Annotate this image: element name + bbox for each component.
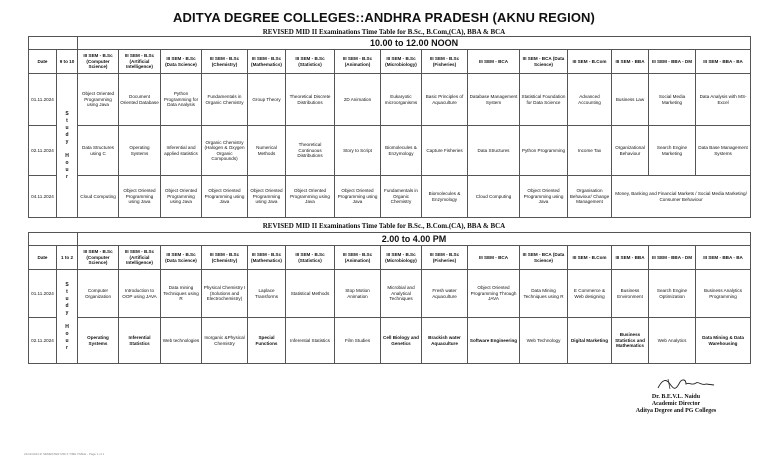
subject-cell: Story to Script: [335, 126, 381, 176]
column-header: III SEM - B.Sc (Computer Science): [78, 50, 119, 74]
signatory-name: Dr. B.E.V.L. Naidu: [651, 394, 701, 400]
subject-cell: Data Base Management Systems: [696, 126, 751, 176]
subject-cell: Search Engine Optimization: [649, 270, 696, 318]
column-header: III SEM - BCA (Data Science): [520, 50, 568, 74]
date-cell: 02.11.2024: [29, 126, 57, 176]
subject-cell: Fundamentals in Organic Chemistry: [381, 176, 422, 218]
column-header: III SEM - B.Sc (Statistics): [286, 50, 335, 74]
subject-cell: Fundamentals in Organic Chemistry: [202, 74, 248, 126]
subtitle-session2: REVISED MID II Examinations Time Table for B.Sc., B.Com.(CA), BBA & BCA: [262, 222, 506, 230]
column-header: III SEM - B.Sc (Data Science): [161, 50, 202, 74]
column-header: III SEM - B.Sc (Mathematics): [248, 50, 286, 74]
subject-cell: Web technologies: [161, 318, 202, 364]
column-header: III SEM - BCA: [468, 50, 520, 74]
subject-cell: Income Tax: [568, 126, 612, 176]
subject-cell: Group Theory: [248, 74, 286, 126]
subject-cell: Digital Marketing: [568, 318, 612, 364]
merged-subject-cell: Money, Banking and Financial Markets / Social Media Marketing/ Consumer Behaviour: [612, 176, 751, 218]
signatory-role: Academic Director: [651, 401, 701, 407]
subject-cell: Film Studies: [335, 318, 381, 364]
subject-cell: Document Oriented Database: [119, 74, 161, 126]
date-header: Date: [29, 50, 57, 74]
table-row: [29, 318, 751, 364]
subject-cell: Data Structures: [468, 126, 520, 176]
subject-cell: Laplace Transforms: [248, 270, 286, 318]
subject-cell: Statistical Foundation for Data Science: [520, 74, 568, 126]
subject-cell: Operating Systems: [119, 126, 161, 176]
column-header: III SEM - BBA - BA: [696, 246, 751, 270]
subject-cell: Physical Chemistry I (Solutions and Electrochemistry): [202, 270, 248, 318]
subject-cell: Numerical Methods: [248, 126, 286, 176]
column-header: III SEM - BBA: [612, 246, 649, 270]
subject-cell: Object Oriented Programming using Java: [119, 176, 161, 218]
subject-cell: Object Oriented Programming using Java: [161, 176, 202, 218]
subject-cell: Introduction to OOP using JAVA: [119, 270, 161, 318]
subject-cell: Biomolecules & Enzymology: [422, 176, 468, 218]
column-header: III SEM - B.Sc (Animation): [335, 246, 381, 270]
subject-cell: Data Mining Techniques using R: [520, 270, 568, 318]
study-hour-label: S t u d y H o u r: [57, 74, 78, 218]
study-hour-label: S t u d y H o u r: [57, 270, 78, 364]
time-band-morning: 10.00 to 12.00 NOON: [78, 37, 751, 50]
column-header: III SEM - B.Sc (Data Science): [161, 246, 202, 270]
subject-cell: Web Analytics: [649, 318, 696, 364]
subject-cell: Python Programming: [520, 126, 568, 176]
column-header: III SEM - BCA: [468, 246, 520, 270]
date-header: Date: [29, 246, 57, 270]
subject-cell: Business Law: [612, 74, 649, 126]
time-band-afternoon: 2.00 to 4.00 PM: [78, 233, 751, 246]
signature-image: [640, 376, 760, 392]
column-header: III SEM - B.Sc (Computer Science): [78, 246, 119, 270]
subject-cell: Business Environment: [612, 270, 649, 318]
column-header: III SEM - B.Sc (Chemistry): [202, 246, 248, 270]
subject-cell: Data Analysis with MS-Excel: [696, 74, 751, 126]
subject-cell: Python Programming for Data Analysis: [161, 74, 202, 126]
table-row: [29, 176, 751, 218]
column-header: III SEM - B.Com: [568, 246, 612, 270]
subject-cell: Object Oriented Programming using Java: [286, 176, 335, 218]
table-row: [29, 270, 751, 318]
subject-cell: Stop Motion Animation: [335, 270, 381, 318]
date-cell: 04.11.2024: [29, 176, 57, 218]
subject-cell: Object Oriented Programming using Java: [520, 176, 568, 218]
subject-cell: Object Oriented Programming Through JAVA: [468, 270, 520, 318]
subject-cell: Biomolecules & Enzymology: [381, 126, 422, 176]
date-cell: 01.11.2024: [29, 270, 57, 318]
subject-cell: Statistical Methods: [286, 270, 335, 318]
subject-cell: Object Oriented Programming using Java: [202, 176, 248, 218]
subject-cell: Business Analytics Programming: [696, 270, 751, 318]
subject-cell: Fresh water Aquaculture: [422, 270, 468, 318]
subject-cell: Eukaryotic microorganisms: [381, 74, 422, 126]
column-header: III SEM - B.Sc (Mathematics): [248, 246, 286, 270]
table-row: [29, 126, 751, 176]
blank-corner: [29, 233, 78, 246]
subject-cell: Computer Organization: [78, 270, 119, 318]
timetable-afternoon: [28, 232, 751, 364]
subject-cell: Theoretical Continuous Distributions: [286, 126, 335, 176]
subject-cell: Inferential Statistics: [119, 318, 161, 364]
subject-cell: Basic Principles of Aquaculture: [422, 74, 468, 126]
column-header: III SEM - B.Sc (Artificial Intelligence): [119, 246, 161, 270]
subject-cell: Cloud Computing: [78, 176, 119, 218]
subject-cell: Business Statistics and Mathematics: [612, 318, 649, 364]
subject-cell: Theoretical Discrete Distributions: [286, 74, 335, 126]
column-header: III SEM - BBA - BA: [696, 50, 751, 74]
page-title: ADITYA DEGREE COLLEGES::ANDHRA PRADESH (AKNU REGION): [173, 10, 595, 25]
blank-corner: [29, 37, 78, 50]
subject-cell: Cloud Computing: [468, 176, 520, 218]
subject-cell: Organic Chemistry (Halogen & Oxygen Organic Compounds): [202, 126, 248, 176]
subject-cell: Operating Systems: [78, 318, 119, 364]
period-header: 1 to 2: [57, 246, 78, 270]
subject-cell: Social Media Marketing: [649, 74, 696, 126]
subject-cell: Special Functions: [248, 318, 286, 364]
subject-cell: Inferential and applied statistics: [161, 126, 202, 176]
column-header: III SEM - B.Sc (Fisheries): [422, 50, 468, 74]
subject-cell: Brackish water Aquaculture: [422, 318, 468, 364]
column-header: III SEM - BBA: [612, 50, 649, 74]
subject-cell: Object Oriented Programming using Java: [335, 176, 381, 218]
subject-cell: Data mining Techniques using R: [161, 270, 202, 318]
table-row: [29, 74, 751, 126]
period-header: 9 to 10: [57, 50, 78, 74]
subject-cell: E Commerce & Web designing: [568, 270, 612, 318]
subject-cell: Database Management System: [468, 74, 520, 126]
column-header: III SEM - B.Sc (Fisheries): [422, 246, 468, 270]
date-cell: 02.11.2024: [29, 318, 57, 364]
subject-cell: Cell Biology and Genetics: [381, 318, 422, 364]
subject-cell: Data Mining & Data Warehousing: [696, 318, 751, 364]
subject-cell: Search Engine Marketing: [649, 126, 696, 176]
subject-cell: Capture Fisheries: [422, 126, 468, 176]
column-header: III SEM - B.Sc (Microbiology): [381, 50, 422, 74]
subject-cell: Inorganic &Physical Chemistry: [202, 318, 248, 364]
column-header: III SEM - B.Sc (Microbiology): [381, 246, 422, 270]
timetable-morning: [28, 36, 751, 218]
column-header: III SEM - B.Sc (Chemistry): [202, 50, 248, 74]
subject-cell: Organizational Behaviour: [612, 126, 649, 176]
column-header: III SEM - B.Com: [568, 50, 612, 74]
subtitle-session1: REVISED MID II Examinations Time Table for B.Sc., B.Com,(CA), BBA & BCA: [262, 28, 506, 36]
column-header: III SEM - B.Sc (Statistics): [286, 246, 335, 270]
subject-cell: Object Oriented Programming using Java: [78, 74, 119, 126]
subject-cell: Microbial and Analytical Techniques: [381, 270, 422, 318]
date-cell: 01.11.2024: [29, 74, 57, 126]
subject-cell: Web Technology: [520, 318, 568, 364]
subject-cell: 2D Animation: [335, 74, 381, 126]
subject-cell: Object Oriented Programming using Java: [248, 176, 286, 218]
column-header: III SEM - BBA - DM: [649, 246, 696, 270]
page-footer: 21/11/2024 III SEMESTER MID II TIME TABLE - Page 1 of 1: [24, 452, 105, 456]
subject-cell: Software Engineering: [468, 318, 520, 364]
column-header: III SEM - BCA (Data Science): [520, 246, 568, 270]
subject-cell: Advanced Accounting: [568, 74, 612, 126]
signatory-org: Aditya Degree and PG Colleges: [635, 408, 717, 414]
subject-cell: Data Structures using C: [78, 126, 119, 176]
subject-cell: Inferential Statistics: [286, 318, 335, 364]
subject-cell: Organisation Behaviour/ Change Management: [568, 176, 612, 218]
column-header: III SEM - B.Sc (Artificial Intelligence): [119, 50, 161, 74]
column-header: III SEM - B.Sc (Animation): [335, 50, 381, 74]
column-header: III SEM - BBA - DM: [649, 50, 696, 74]
